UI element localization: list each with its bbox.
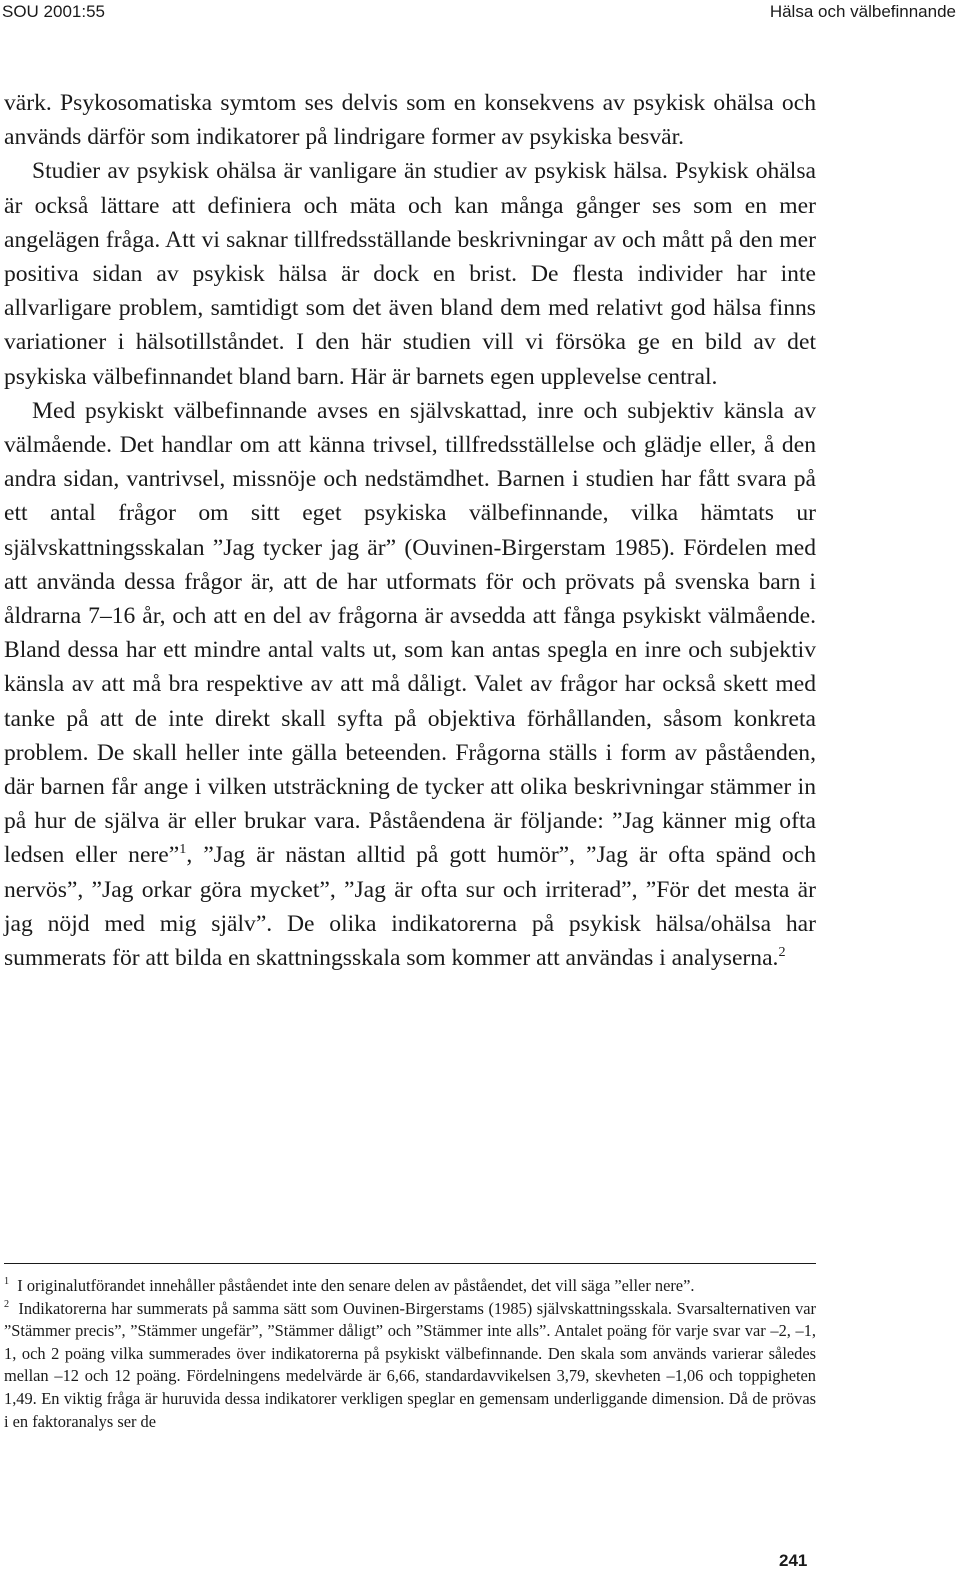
paragraph-3-text-b: , ”Jag är nästan alltid på gott humör”, ”Jag är ofta spänd och nervös”, ”Jag orkar göra mycket”, ”Jag är ofta sur och irriterad”, ”För det mesta är jag nöjd med mig själv”. De olika indikatorerna på psykisk hälsa/ohälsa har summerats för att bilda en skattningsskala som kommer att användas i analyserna. [4,842,816,972]
document-reference: SOU 2001:55 [2,2,106,21]
footnote-1-text: I originalutförandet innehåller påståendet inte den senare delen av påståendet, det vill säga ”eller nere”. [17,1276,695,1295]
paragraph-1: värk. Psykosomatiska symtom ses delvis som en konsekvens av psykisk ohälsa och används därför som indikatorer på lindrigare former av psykiska besvär. [4,90,816,151]
footnote-2-text: Indikatorerna har summerats på samma sätt som Ouvinen-Birgerstams (1985) självskattningsskala. Svarsalternativen var ”Stämmer precis”, ”Stämmer ungefär”, ”Stämmer dåligt” och ”Stämmer inte alls”. Antalet poäng för varje svar var –2, –1, 1, och 2 poäng vilka summerades över indikatorerna på psykiskt välbefinnande. Den skala som används varierar således mellan –12 och 12 poäng. Fördelningens medelvärde är 6,66, standardavvikelsen 3,79, skevheten –1,06 och toppigheten 1,49. En viktig fråga är huruvida dessa indikatorer verkligen speglar en gemensam underliggande dimension. Då de prövas i en faktoranalys ser de [4,1298,816,1431]
footnote-1 [4,1275,816,1298]
footnote-1-marker: 1 [4,1275,10,1287]
paragraph-3 [4,394,816,975]
footnote-2 [4,1298,816,1434]
running-header [0,0,960,24]
paragraph-3-text-a: Med psykiskt välbefinnande avses en självskattad, inre och subjektiv känsla av välmående. Det handlar om att känna trivsel, tillfredsställelse och glädje eller, å den andra sidan, vantrivsel, missnöje och nedstämdhet. Barnen i studien har fått svara på ett antal frågor om sitt eget psykiska välbefinnande, vilka hämtats ur självskattningsskalan ”Jag tycker jag är” (Ouvinen-Birgerstam 1985). Fördelen med att använda dessa frågor är, att de har utformats för och prövats på svenska barn i åldrarna 7–16 år, och att en del av frågorna är avsedda att fånga psykiskt välmående. Bland dessa har ett mindre antal valts ut, som kan antas spegla en inre och subjektiv känsla av att må bra respektive av att må dåligt. Valet av frågor har också skett med tanke på att de inte direkt skall syfta på objektiva förhållanden, såsom konkreta problem. De skall heller inte gälla beteenden. Frågorna ställs i form av påståenden, där barnen får ange i vilken utsträckning de tycker att olika beskrivningar stämmer in på hur de själva är eller brukar vara. Påståendena är följande: ”Jag känner mig ofta ledsen eller nere” [4,397,816,869]
footnote-ref-2: 2 [778,943,786,960]
page-number: 241 [779,1551,808,1570]
paragraph-2: Studier av psykisk ohälsa är vanligare än studier av psykisk hälsa. Psykisk ohälsa är också lättare att definiera och mäta och kan många gånger ses som en mer angelägen fråga. Att vi saknar tillfredsställande beskrivningar av och mått på den mer positiva sidan av psykisk hälsa är dock en brist. De flesta individer har inte allvarligare problem, samtidigt som det även bland dem med relativt god hälsa finns variationer i hälsotillståndet. I den här studien vill vi försöka ge en bild av det psykiska välbefinnandet bland barn. Här är barnets egen upplevelse central. [4,158,816,390]
body-text [4,86,816,975]
chapter-title: Hälsa och välbefinnande [769,2,956,21]
footnote-ref-1: 1 [179,841,187,858]
footnote-divider [4,1263,816,1264]
footnote-2-marker: 2 [4,1298,10,1310]
footnotes [4,1275,816,1433]
